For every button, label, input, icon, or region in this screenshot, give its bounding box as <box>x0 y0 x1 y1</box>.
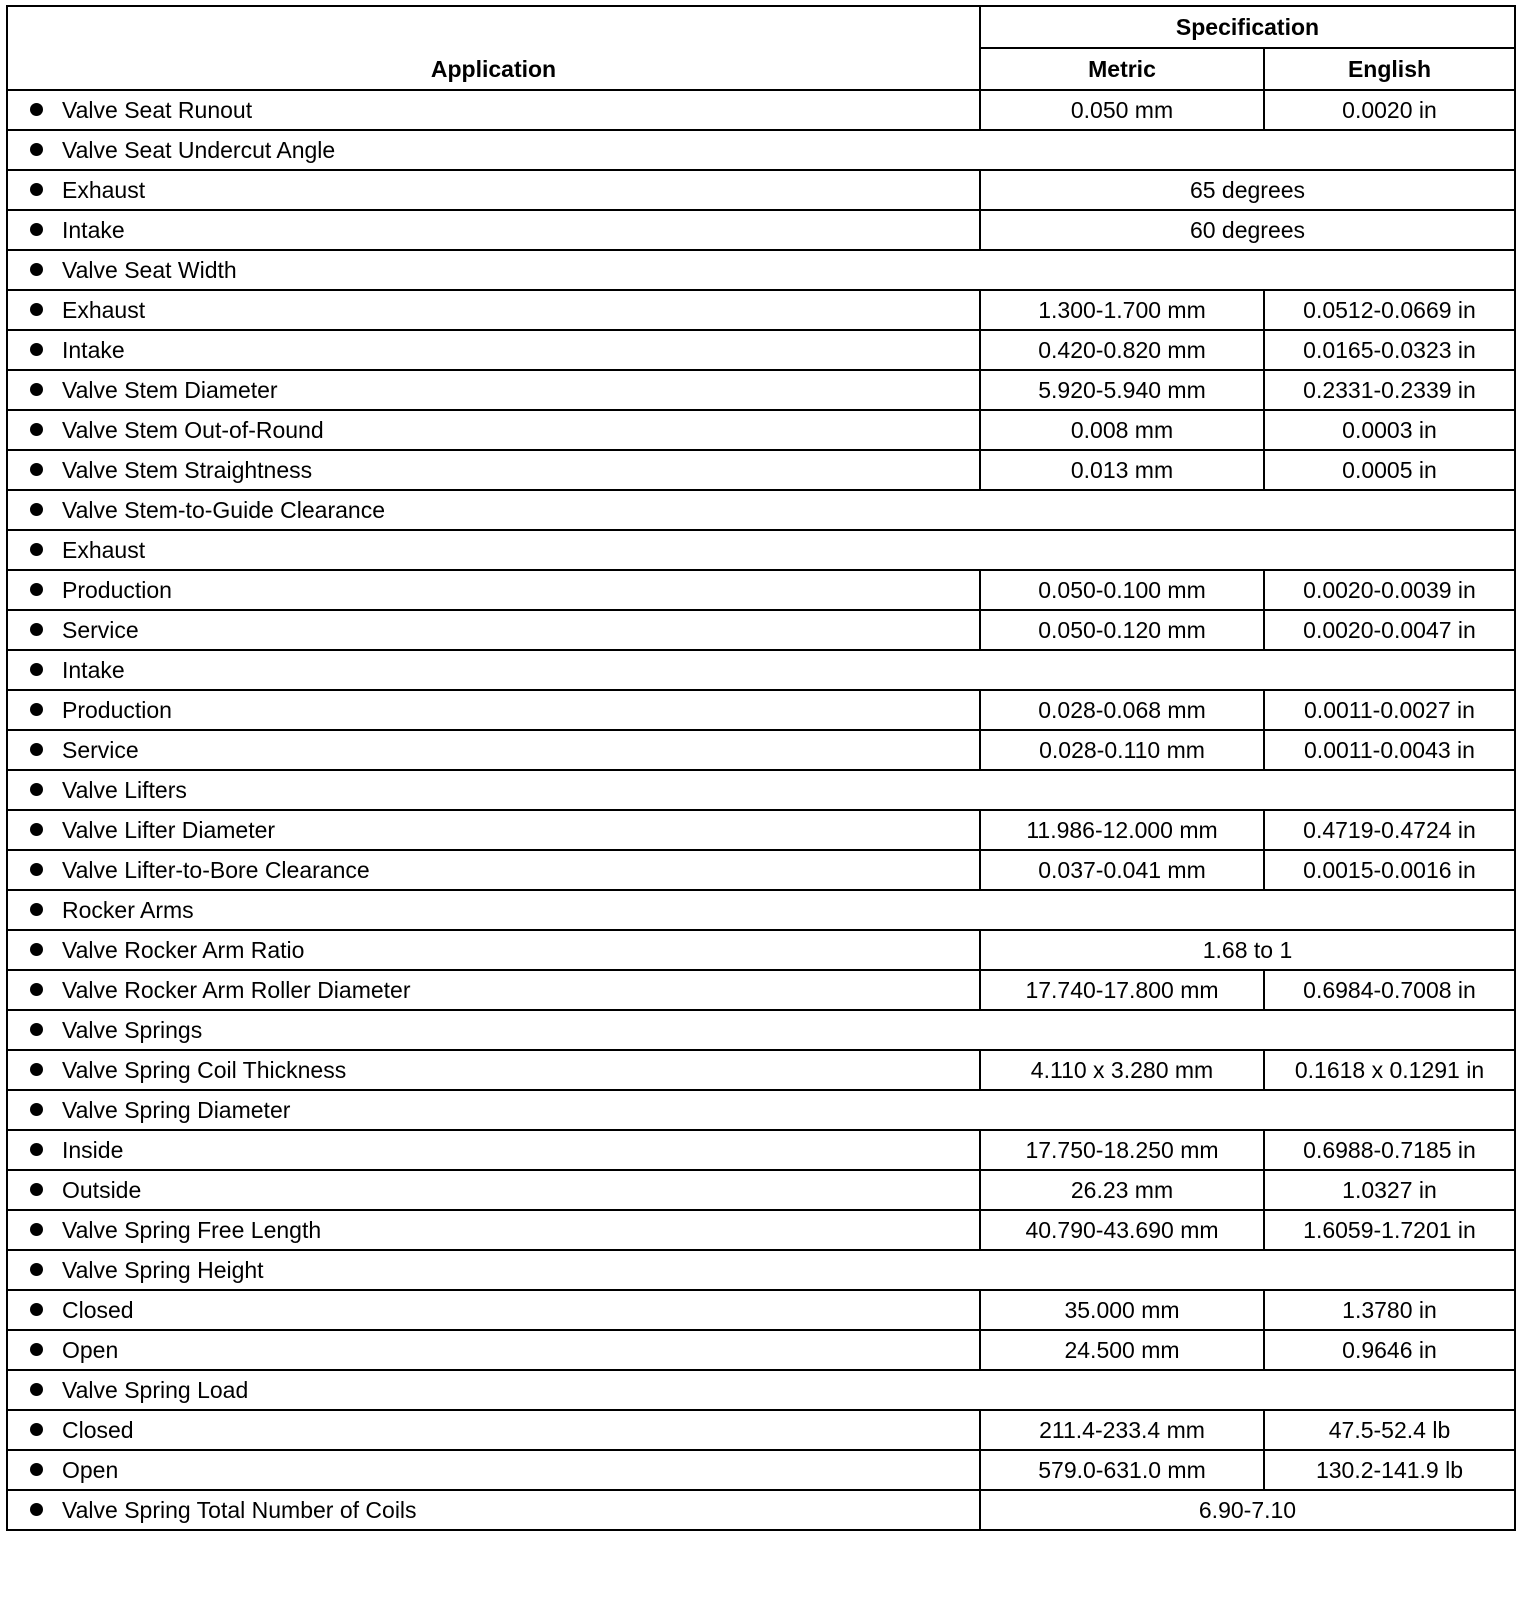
application-label: Service <box>62 737 139 763</box>
application-label: Valve Stem Diameter <box>62 377 278 403</box>
table-row <box>7 1370 1515 1410</box>
table-row <box>7 370 1515 410</box>
application-label: Rocker Arms <box>62 897 194 923</box>
application-cell <box>7 1490 980 1530</box>
metric-cell: 211.4-233.4 mm <box>980 1410 1264 1450</box>
application-cell <box>7 1450 980 1490</box>
combined-spec-cell: 60 degrees <box>980 210 1515 250</box>
english-cell: 0.0512-0.0669 in <box>1264 290 1515 330</box>
application-cell <box>7 330 980 370</box>
combined-spec-cell: 1.68 to 1 <box>980 930 1515 970</box>
table-row <box>7 530 1515 570</box>
table-row <box>7 850 1515 890</box>
table-row <box>7 330 1515 370</box>
table-row <box>7 690 1515 730</box>
application-label: Closed <box>62 1297 134 1323</box>
table-row <box>7 1130 1515 1170</box>
application-cell <box>7 730 980 770</box>
application-cell <box>7 1290 980 1330</box>
bullet-icon <box>30 1463 43 1476</box>
bullet-icon <box>30 783 43 796</box>
metric-cell: 1.300-1.700 mm <box>980 290 1264 330</box>
bullet-icon <box>30 343 43 356</box>
application-label: Exhaust <box>62 297 146 323</box>
english-cell: 0.0011-0.0027 in <box>1264 690 1515 730</box>
english-cell: 1.6059-1.7201 in <box>1264 1210 1515 1250</box>
application-label: Intake <box>62 337 125 363</box>
application-cell <box>7 970 980 1010</box>
table-row <box>7 450 1515 490</box>
bullet-icon <box>30 103 43 116</box>
application-cell <box>7 170 980 210</box>
application-cell <box>7 650 1515 690</box>
table-row <box>7 770 1515 810</box>
metric-cell: 4.110 x 3.280 mm <box>980 1050 1264 1090</box>
metric-cell: 0.050-0.100 mm <box>980 570 1264 610</box>
table-row <box>7 890 1515 930</box>
table-row <box>7 1490 1515 1530</box>
application-label: Open <box>62 1457 119 1483</box>
application-cell <box>7 490 1515 530</box>
english-cell: 1.0327 in <box>1264 1170 1515 1210</box>
table-row <box>7 1250 1515 1290</box>
bullet-icon <box>30 663 43 676</box>
bullet-icon <box>30 1143 43 1156</box>
application-header: Application <box>7 6 980 90</box>
metric-cell: 0.050-0.120 mm <box>980 610 1264 650</box>
table-row <box>7 490 1515 530</box>
bullet-icon <box>30 863 43 876</box>
metric-cell: 579.0-631.0 mm <box>980 1450 1264 1490</box>
application-label: Valve Seat Undercut Angle <box>62 137 336 163</box>
metric-cell: 24.500 mm <box>980 1330 1264 1370</box>
combined-spec-cell: 65 degrees <box>980 170 1515 210</box>
bullet-icon <box>30 383 43 396</box>
application-label: Intake <box>62 657 125 683</box>
bullet-icon <box>30 1223 43 1236</box>
application-label: Inside <box>62 1137 124 1163</box>
application-cell <box>7 570 980 610</box>
application-cell <box>7 1170 980 1210</box>
application-cell <box>7 290 980 330</box>
application-label: Open <box>62 1337 119 1363</box>
english-cell: 47.5-52.4 lb <box>1264 1410 1515 1450</box>
english-cell: 130.2-141.9 lb <box>1264 1450 1515 1490</box>
bullet-icon <box>30 263 43 276</box>
application-label: Valve Stem Out-of-Round <box>62 417 324 443</box>
bullet-icon <box>30 1303 43 1316</box>
valve-spec-table <box>6 5 1516 1531</box>
table-row <box>7 570 1515 610</box>
table-row <box>7 1450 1515 1490</box>
application-label: Valve Rocker Arm Ratio <box>62 937 305 963</box>
english-cell: 0.0020-0.0039 in <box>1264 570 1515 610</box>
bullet-icon <box>30 223 43 236</box>
metric-cell: 0.050 mm <box>980 90 1264 130</box>
bullet-icon <box>30 503 43 516</box>
english-cell: 0.1618 x 0.1291 in <box>1264 1050 1515 1090</box>
english-cell: 0.0015-0.0016 in <box>1264 850 1515 890</box>
application-cell <box>7 90 980 130</box>
table-row <box>7 1410 1515 1450</box>
table-row <box>7 210 1515 250</box>
metric-cell: 0.008 mm <box>980 410 1264 450</box>
application-label: Valve Lifters <box>62 777 187 803</box>
bullet-icon <box>30 623 43 636</box>
application-cell <box>7 370 980 410</box>
table-row <box>7 1170 1515 1210</box>
application-cell <box>7 850 980 890</box>
table-row <box>7 970 1515 1010</box>
application-label: Valve Spring Free Length <box>62 1217 322 1243</box>
metric-cell: 40.790-43.690 mm <box>980 1210 1264 1250</box>
table-row <box>7 90 1515 130</box>
bullet-icon <box>30 983 43 996</box>
table-row <box>7 930 1515 970</box>
bullet-icon <box>30 903 43 916</box>
table-row <box>7 250 1515 290</box>
metric-cell: 17.750-18.250 mm <box>980 1130 1264 1170</box>
application-cell <box>7 930 980 970</box>
application-label: Intake <box>62 217 125 243</box>
application-cell <box>7 1210 980 1250</box>
application-cell <box>7 450 980 490</box>
application-cell <box>7 890 1515 930</box>
bullet-icon <box>30 303 43 316</box>
application-cell <box>7 1050 980 1090</box>
table-row <box>7 410 1515 450</box>
metric-cell: 0.028-0.068 mm <box>980 690 1264 730</box>
application-label: Outside <box>62 1177 142 1203</box>
application-cell <box>7 1410 980 1450</box>
english-cell: 0.9646 in <box>1264 1330 1515 1370</box>
table-body <box>7 90 1515 1530</box>
application-cell <box>7 1090 1515 1130</box>
table-row <box>7 1050 1515 1090</box>
table-row <box>7 170 1515 210</box>
application-cell <box>7 690 980 730</box>
bullet-icon <box>30 1023 43 1036</box>
application-label: Exhaust <box>62 177 146 203</box>
application-cell <box>7 1130 980 1170</box>
application-label: Service <box>62 617 139 643</box>
application-label: Valve Lifter-to-Bore Clearance <box>62 857 370 883</box>
application-cell <box>7 1010 1515 1050</box>
table-row <box>7 650 1515 690</box>
application-cell <box>7 1250 1515 1290</box>
bullet-icon <box>30 1383 43 1396</box>
application-cell <box>7 1370 1515 1410</box>
application-label: Valve Rocker Arm Roller Diameter <box>62 977 411 1003</box>
bullet-icon <box>30 743 43 756</box>
application-cell <box>7 1330 980 1370</box>
application-label: Valve Springs <box>62 1017 203 1043</box>
english-cell: 0.0020 in <box>1264 90 1515 130</box>
application-cell <box>7 410 980 450</box>
bullet-icon <box>30 543 43 556</box>
application-label: Valve Spring Total Number of Coils <box>62 1497 417 1523</box>
specification-header: Specification <box>980 6 1515 48</box>
bullet-icon <box>30 1263 43 1276</box>
bullet-icon <box>30 183 43 196</box>
application-cell <box>7 810 980 850</box>
application-cell <box>7 130 1515 170</box>
application-cell <box>7 770 1515 810</box>
application-label: Valve Spring Height <box>62 1257 264 1283</box>
bullet-icon <box>30 1343 43 1356</box>
english-header: English <box>1264 48 1515 90</box>
application-label: Valve Lifter Diameter <box>62 817 276 843</box>
bullet-icon <box>30 1063 43 1076</box>
table-row <box>7 1330 1515 1370</box>
english-cell: 0.0005 in <box>1264 450 1515 490</box>
metric-cell: 0.420-0.820 mm <box>980 330 1264 370</box>
english-cell: 0.0003 in <box>1264 410 1515 450</box>
metric-cell: 5.920-5.940 mm <box>980 370 1264 410</box>
table-row <box>7 610 1515 650</box>
application-cell <box>7 210 980 250</box>
bullet-icon <box>30 703 43 716</box>
bullet-icon <box>30 143 43 156</box>
metric-header: Metric <box>980 48 1264 90</box>
application-cell <box>7 530 1515 570</box>
table-row <box>7 1010 1515 1050</box>
english-cell: 1.3780 in <box>1264 1290 1515 1330</box>
application-label: Production <box>62 697 172 723</box>
bullet-icon <box>30 463 43 476</box>
bullet-icon <box>30 1503 43 1516</box>
english-cell: 0.4719-0.4724 in <box>1264 810 1515 850</box>
table-row <box>7 130 1515 170</box>
table-row <box>7 810 1515 850</box>
application-label: Valve Seat Runout <box>62 97 253 123</box>
metric-cell: 11.986-12.000 mm <box>980 810 1264 850</box>
metric-cell: 0.013 mm <box>980 450 1264 490</box>
metric-cell: 26.23 mm <box>980 1170 1264 1210</box>
table-row <box>7 290 1515 330</box>
combined-spec-cell: 6.90-7.10 <box>980 1490 1515 1530</box>
metric-cell: 0.028-0.110 mm <box>980 730 1264 770</box>
bullet-icon <box>30 943 43 956</box>
application-label: Valve Spring Load <box>62 1377 249 1403</box>
metric-cell: 0.037-0.041 mm <box>980 850 1264 890</box>
table-row <box>7 1290 1515 1330</box>
application-cell <box>7 610 980 650</box>
application-label: Valve Spring Diameter <box>62 1097 291 1123</box>
application-label: Valve Stem Straightness <box>62 457 313 483</box>
english-cell: 0.2331-0.2339 in <box>1264 370 1515 410</box>
bullet-icon <box>30 823 43 836</box>
english-cell: 0.6988-0.7185 in <box>1264 1130 1515 1170</box>
application-label: Valve Seat Width <box>62 257 237 283</box>
table-row <box>7 1090 1515 1130</box>
table-row <box>7 1210 1515 1250</box>
english-cell: 0.0011-0.0043 in <box>1264 730 1515 770</box>
bullet-icon <box>30 1423 43 1436</box>
table-header <box>7 6 1515 90</box>
application-label: Valve Spring Coil Thickness <box>62 1057 347 1083</box>
application-label: Exhaust <box>62 537 146 563</box>
metric-cell: 17.740-17.800 mm <box>980 970 1264 1010</box>
bullet-icon <box>30 423 43 436</box>
metric-cell: 35.000 mm <box>980 1290 1264 1330</box>
bullet-icon <box>30 583 43 596</box>
application-label: Valve Stem-to-Guide Clearance <box>62 497 385 523</box>
application-label: Closed <box>62 1417 134 1443</box>
table-row <box>7 730 1515 770</box>
application-label: Production <box>62 577 172 603</box>
bullet-icon <box>30 1183 43 1196</box>
english-cell: 0.6984-0.7008 in <box>1264 970 1515 1010</box>
bullet-icon <box>30 1103 43 1116</box>
english-cell: 0.0165-0.0323 in <box>1264 330 1515 370</box>
spec-table-container <box>6 5 1516 1531</box>
application-cell <box>7 250 1515 290</box>
english-cell: 0.0020-0.0047 in <box>1264 610 1515 650</box>
